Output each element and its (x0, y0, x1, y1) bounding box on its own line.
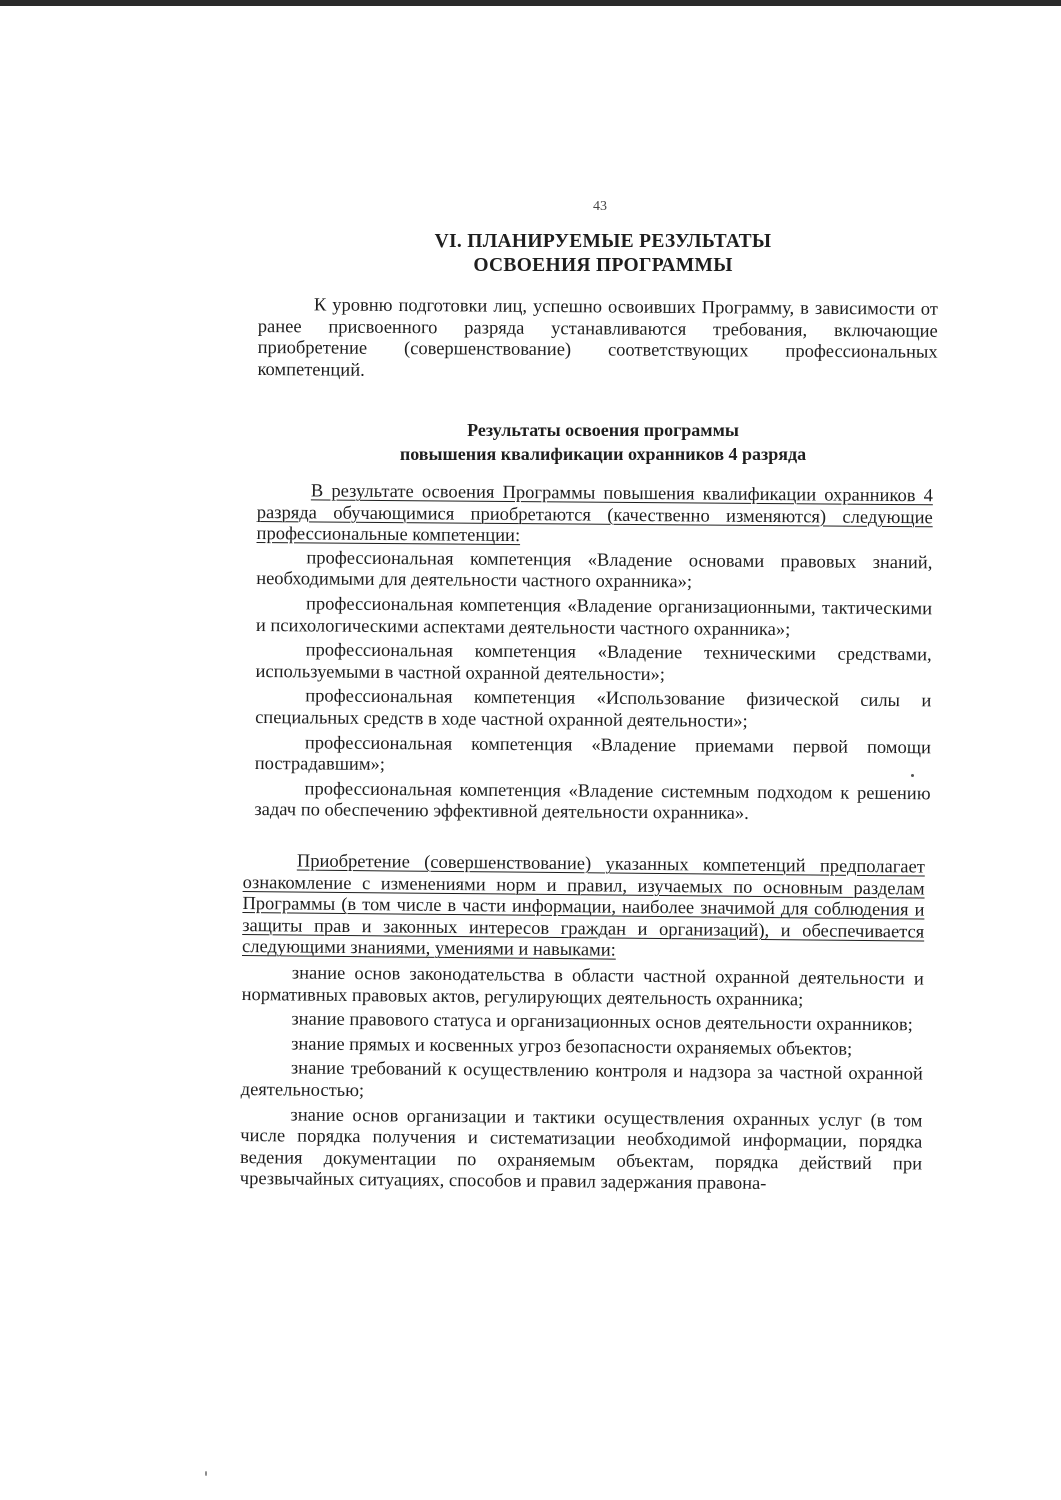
results-block (254, 481, 933, 830)
competency-item: профессиональная компетенция «Использование физической силы и специальных средств в ходе частной охранной деятельности»; (255, 686, 932, 732)
section-title-line-1: VI. ПЛАНИРУЕМЫЕ РЕЗУЛЬТАТЫ (434, 231, 772, 252)
intro-block (257, 295, 938, 386)
knowledge-item: знание основ законодательства в области частной охранной деятельности и нормативных правовых актов, регулирующих деятельность охранника; (241, 963, 924, 1010)
scan-top-edge (0, 0, 1061, 6)
intro-paragraph: К уровню подготовки лиц, успешно освоивших Программу, в зависимости от ранее присвоенного разряда устанавливаются требования, включающие приобретение (совершенствование) соответствующих профессиональных компетенций. (257, 295, 938, 381)
page-number: 43 (593, 199, 607, 214)
subsection-title-line-1: Результаты освоения программы (467, 420, 739, 440)
knowledge-lead-paragraph: Приобретение (совершенствование) указанных компетенций предполагает ознакомление с изменениями норм и правил, изучаемых по основным разделам Программы (в том числе в части информации, наиболее значимой для соблюдения и защиты прав и законных интересов граждан и организаций), и обеспечивается следующими знаниями, умениями и навыками: (241, 851, 925, 961)
knowledge-block (240, 851, 925, 1200)
scan-speck (911, 774, 914, 777)
knowledge-item: знание правового статуса и организационных основ деятельности охранников; (291, 1009, 913, 1036)
scan-speck (205, 1471, 207, 1476)
competency-item: профессиональная компетенция «Владение техническими средствами, используемыми в частной охранной деятельности»; (255, 640, 932, 685)
competency-item: профессиональная компетенция «Владение системным подходом к решению задач по обеспечению эффективной деятельности охранника». (254, 779, 931, 825)
results-lead-paragraph: В результате освоения Программы повышения квалификации охранников 4 разряда обучающимися приобретаются (качественно изменяются) следующие профессиональные компетенции: (256, 481, 933, 547)
competency-item: профессиональная компетенция «Владение приемами первой помощи пострадавшим»; (254, 732, 932, 776)
section-title-line-2: ОСВОЕНИЯ ПРОГРАММЫ (473, 255, 733, 276)
subsection-title-line-2: повышения квалификации охранников 4 разряда (399, 444, 807, 464)
competency-item: профессиональная компетенция «Владение организационными, тактическими и психологическими аспектами деятельности частного охранника»; (255, 594, 933, 640)
competency-item: профессиональная компетенция «Владение основами правовых знаний, необходимыми для деятельности частного охранника»; (256, 548, 933, 593)
knowledge-item: знание требований к осуществлению контроля и надзора за частной охранной деятельностью; (240, 1058, 923, 1102)
knowledge-item: знание основ организации и тактики осуществления охранных услуг (в том числе порядка получения и систематизации необходимой информации, порядка ведения документации по охраняемым объектам, порядка действий при чрезвычайных ситуациях, способов и правил задержания правона- (239, 1104, 923, 1195)
knowledge-item: знание прямых и косвенных угроз безопасности охраняемых объектов; (291, 1034, 853, 1060)
